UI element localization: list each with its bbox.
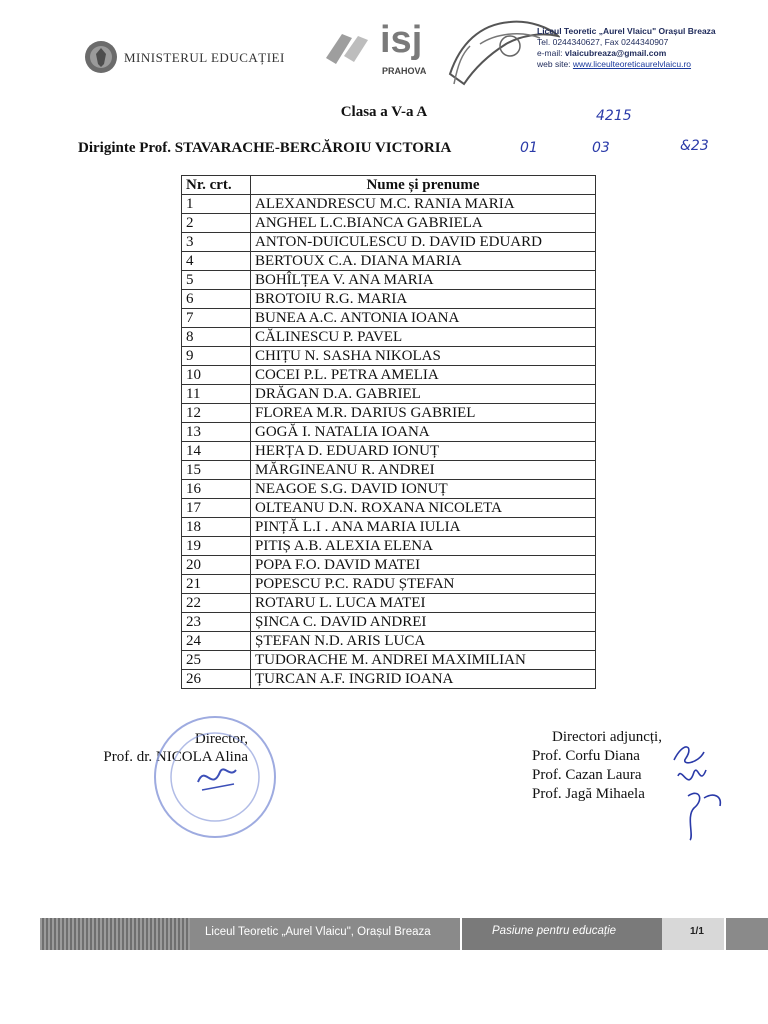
table-row <box>182 309 596 328</box>
row-number: 3 <box>182 233 251 252</box>
student-name: DRĂGAN D.A. GABRIEL <box>251 385 596 404</box>
isj-county: PRAHOVA <box>382 66 427 76</box>
student-name: PITIȘ A.B. ALEXIA ELENA <box>251 537 596 556</box>
row-number: 12 <box>182 404 251 423</box>
row-number: 9 <box>182 347 251 366</box>
director-name: Prof. dr. NICOLA Alina <box>103 749 248 765</box>
table-row <box>182 575 596 594</box>
table-row <box>182 651 596 670</box>
student-name: ȘTEFAN N.D. ARIS LUCA <box>251 632 596 651</box>
table-row <box>182 252 596 271</box>
table-row <box>182 385 596 404</box>
student-name: POPA F.O. DAVID MATEI <box>251 556 596 575</box>
table-row <box>182 328 596 347</box>
row-number: 14 <box>182 442 251 461</box>
school-website-row <box>537 59 716 70</box>
student-name: NEAGOE S.G. DAVID IONUȚ <box>251 480 596 499</box>
row-number: 16 <box>182 480 251 499</box>
table-row <box>182 537 596 556</box>
footer-motto: Pasiune pentru educație <box>492 925 617 937</box>
row-number: 7 <box>182 309 251 328</box>
student-roster-table <box>181 175 596 689</box>
table-row <box>182 366 596 385</box>
footer-bar-end <box>726 918 768 950</box>
table-row <box>182 613 596 632</box>
student-name: FLOREA M.R. DARIUS GABRIEL <box>251 404 596 423</box>
page-number: 1/1 <box>690 926 704 937</box>
deputy-name: Prof. Jagă Mihaela <box>532 786 645 802</box>
student-name: BROTOIU R.G. MARIA <box>251 290 596 309</box>
row-number: 19 <box>182 537 251 556</box>
table-row <box>182 594 596 613</box>
table-row <box>182 290 596 309</box>
school-contact-block <box>537 26 716 70</box>
column-header-number: Nr. crt. <box>182 176 251 195</box>
row-number: 23 <box>182 613 251 632</box>
table-row <box>182 404 596 423</box>
student-name: OLTEANU D.N. ROXANA NICOLETA <box>251 499 596 518</box>
student-name: BOHÎLȚEA V. ANA MARIA <box>251 271 596 290</box>
school-website-link[interactable]: www.liceulteoreticaurelvlaicu.ro <box>572 59 692 69</box>
table-row <box>182 480 596 499</box>
row-number: 5 <box>182 271 251 290</box>
deputy-signatures-icon <box>664 736 734 844</box>
deputies-title: Directori adjuncți, <box>552 729 662 745</box>
table-row <box>182 347 596 366</box>
student-name: POPESCU P.C. RADU ȘTEFAN <box>251 575 596 594</box>
student-name: TUDORACHE M. ANDREI MAXIMILIAN <box>251 651 596 670</box>
homeroom-teacher: Diriginte Prof. STAVARACHE-BERCĂROIU VICTORIA <box>78 140 452 156</box>
row-number: 4 <box>182 252 251 271</box>
row-number: 22 <box>182 594 251 613</box>
row-number: 11 <box>182 385 251 404</box>
deputy-name: Prof. Cazan Laura <box>532 767 642 783</box>
student-name: ȚURCAN A.F. INGRID IOANA <box>251 670 596 689</box>
row-number: 24 <box>182 632 251 651</box>
table-row <box>182 461 596 480</box>
handwritten-month: 03 <box>592 140 610 156</box>
student-name: MĂRGINEANU R. ANDREI <box>251 461 596 480</box>
student-name: BUNEA A.C. ANTONIA IOANA <box>251 309 596 328</box>
school-phone: Tel. 0244340627, Fax 0244340907 <box>537 37 669 47</box>
table-row <box>182 518 596 537</box>
table-row <box>182 423 596 442</box>
handwritten-reg-number: 4215 <box>596 108 632 124</box>
student-name: GOGĂ I. NATALIA IOANA <box>251 423 596 442</box>
row-number: 1 <box>182 195 251 214</box>
website-label: web site: <box>537 59 571 69</box>
handwritten-day: 01 <box>520 140 538 156</box>
student-name: ANGHEL L.C.BIANCA GABRIELA <box>251 214 596 233</box>
student-name: CĂLINESCU P. PAVEL <box>251 328 596 347</box>
isj-logo <box>322 20 442 82</box>
table-row <box>182 271 596 290</box>
row-number: 8 <box>182 328 251 347</box>
student-name: ANTON-DUICULESCU D. DAVID EDUARD <box>251 233 596 252</box>
ministry-name: MINISTERUL EDUCAȚIEI <box>124 50 285 65</box>
row-number: 17 <box>182 499 251 518</box>
table-row <box>182 632 596 651</box>
school-email[interactable]: vlaicubreaza@gmail.com <box>564 48 667 58</box>
row-number: 21 <box>182 575 251 594</box>
row-number: 26 <box>182 670 251 689</box>
student-name: ROTARU L. LUCA MATEI <box>251 594 596 613</box>
column-header-name: Nume și prenume <box>251 176 596 195</box>
student-name: PINȚĂ L.I . ANA MARIA IULIA <box>251 518 596 537</box>
deputy-directors-block <box>532 728 662 804</box>
row-number: 18 <box>182 518 251 537</box>
deputy-name: Prof. Corfu Diana <box>532 748 640 764</box>
isj-letters: isj <box>380 19 423 61</box>
table-row <box>182 195 596 214</box>
table-row <box>182 233 596 252</box>
email-label: e-mail: <box>537 48 563 58</box>
table-row <box>182 499 596 518</box>
row-number: 25 <box>182 651 251 670</box>
footer-school-name: Liceul Teoretic „Aurel Vlaicu", Orașul Breaza <box>205 926 431 938</box>
row-number: 13 <box>182 423 251 442</box>
row-number: 10 <box>182 366 251 385</box>
student-name: BERTOUX C.A. DIANA MARIA <box>251 252 596 271</box>
student-name: CHIȚU N. SASHA NIKOLAS <box>251 347 596 366</box>
table-row <box>182 442 596 461</box>
school-email-row <box>537 48 716 59</box>
student-name: ALEXANDRESCU M.C. RANIA MARIA <box>251 195 596 214</box>
class-title: Clasa a V-a A <box>340 104 428 120</box>
handwritten-year: &23 <box>680 138 709 154</box>
isj-graphic-icon <box>322 28 374 68</box>
student-name: COCEI P.L. PETRA AMELIA <box>251 366 596 385</box>
student-name: HERȚA D. EDUARD IONUȚ <box>251 442 596 461</box>
row-number: 2 <box>182 214 251 233</box>
ministry-crest-icon <box>84 40 118 74</box>
footer-stripes <box>40 918 190 950</box>
row-number: 6 <box>182 290 251 309</box>
director-title: Director, <box>194 731 248 747</box>
official-stamp-icon <box>150 712 280 842</box>
table-header-row <box>182 176 596 195</box>
table-row <box>182 556 596 575</box>
roster-body <box>182 195 596 689</box>
row-number: 15 <box>182 461 251 480</box>
student-name: ȘINCA C. DAVID ANDREI <box>251 613 596 632</box>
row-number: 20 <box>182 556 251 575</box>
school-name: Liceul Teoretic „Aurel Vlaicu" Orașul Breaza <box>537 26 716 36</box>
table-row <box>182 670 596 689</box>
table-row <box>182 214 596 233</box>
